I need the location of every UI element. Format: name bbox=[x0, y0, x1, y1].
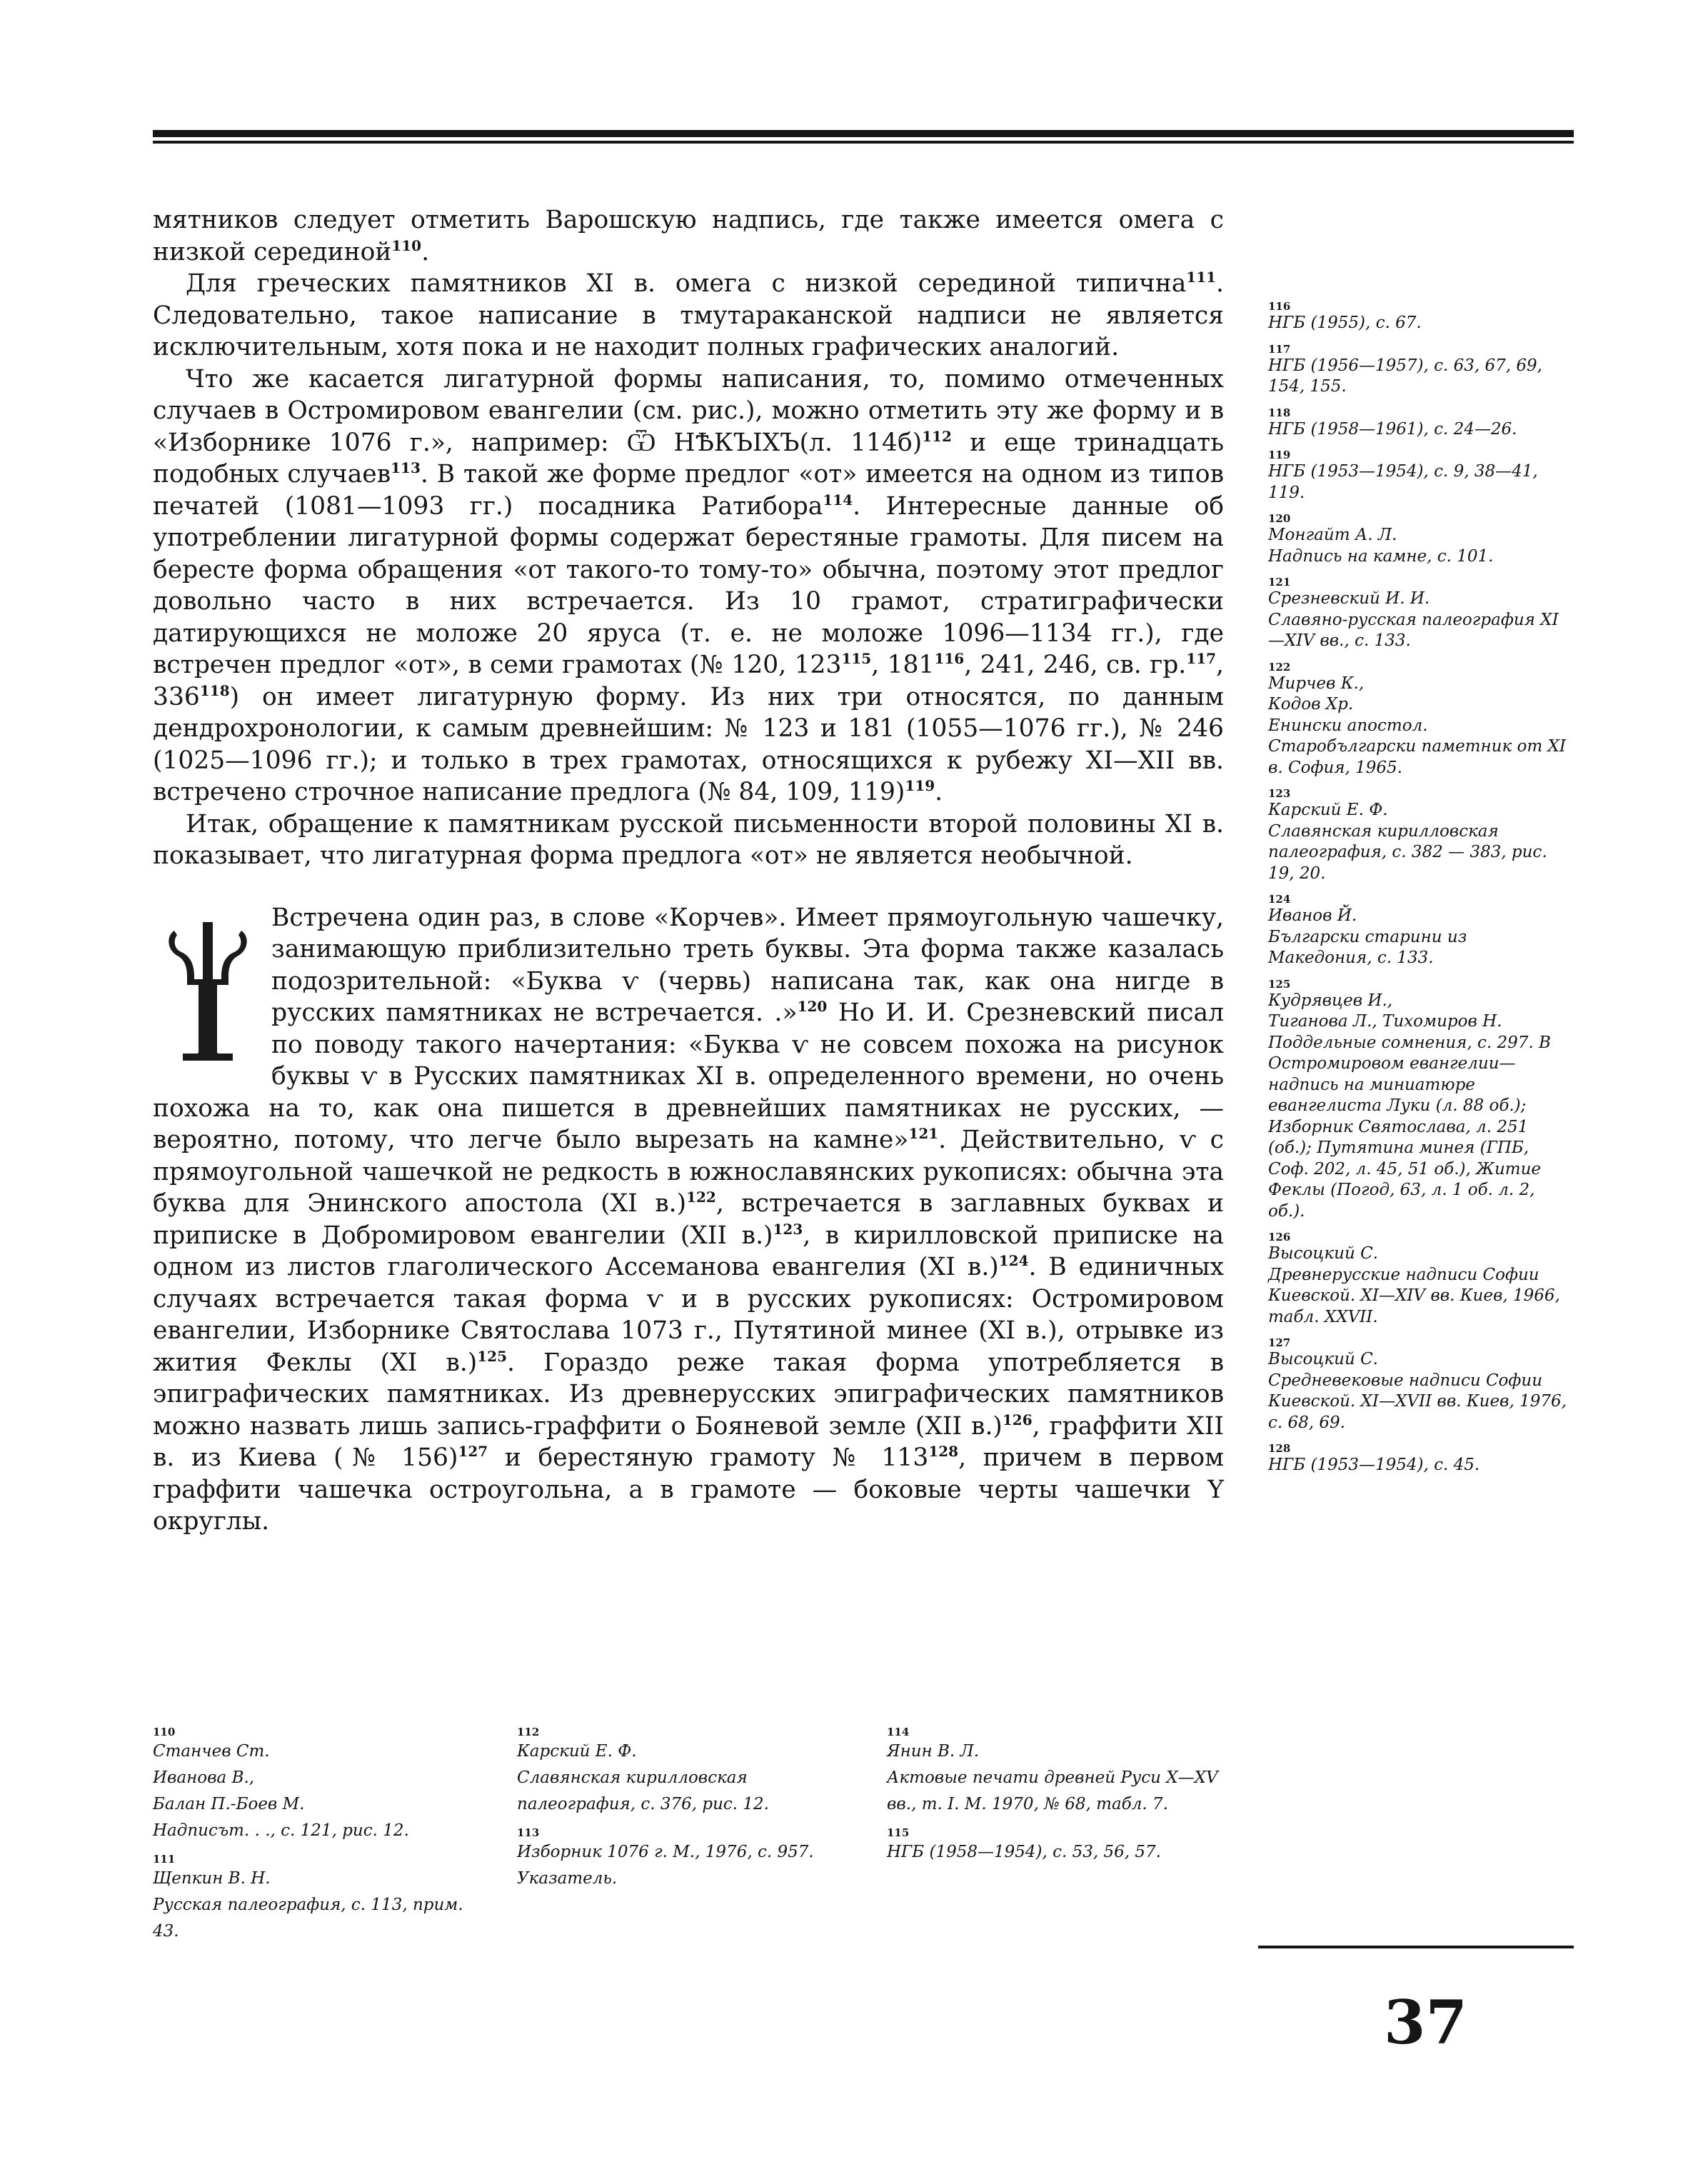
footnote: 118 НГБ (1958—1961), с. 24—26. bbox=[1268, 406, 1517, 439]
text-run: , в кирилловской приписке на одном из листов глаголического Ассеманова евангелия (XI в.) bbox=[153, 1221, 1224, 1281]
side-footnotes bbox=[1268, 300, 1574, 1485]
footnote: 127 Высоцкий С. Средневековые надписи Софии Киевской. XI—XVII вв. Киев, 1976, с. 68, 69. bbox=[1268, 1336, 1567, 1432]
footnote-ref: 120 bbox=[797, 998, 828, 1015]
text-run: Но И. И. Срезневский писал по поводу такого начертания: «Буква ѵ не совсем похожа на рисунок буквы ѵ в Русских памятниках XI в. определенного времени, но очень похожа на то, как она пишется в древнейших памятниках не русских, — вероятно, потому, что легче было вырезать на камне» bbox=[153, 999, 1224, 1154]
paragraph-5-lead bbox=[153, 902, 1224, 1538]
footnote-ref: 128 bbox=[928, 1443, 959, 1460]
footnote: 117 НГБ (1956—1957), с. 63, 67, 69, 154, 155. bbox=[1268, 342, 1542, 396]
footnote: 121 Срезневский И. И. Славяно-русская палеография XI—XIV вв., с. 133. bbox=[1268, 576, 1559, 650]
paragraph-2: Для греческих памятников XI в. омега с низкой серединой типична$^{111}$. Следовательно, такое написание в тмутараканской надписи не является исключительным, хотя пока и не находит полных графических аналогий. bbox=[153, 269, 1224, 361]
footnote-ref: 116 bbox=[934, 650, 965, 667]
footnote: 122 Мирчев К., Кодов Хр. Енински апостол. Старобългарски паметник от XI в. София, 1965. bbox=[1268, 660, 1566, 777]
text-run: Встречена один раз, в слове «Корчев». Имеет прямоугольную чашечку, занимающую приблизительно треть буквы. Эта форма также казалась подозрительной: «Буква ѵ (червь) написана так, как она нигде в русских памятниках не встречается. .» bbox=[271, 903, 1224, 1027]
text-run: и берестяную грамоту № 113 bbox=[488, 1443, 929, 1472]
footnote-ref: 121 bbox=[908, 1125, 939, 1142]
footnote-ref: 117 bbox=[1186, 650, 1217, 667]
header-rule-thin bbox=[153, 141, 1574, 144]
text-run: , встречается в заглавных буквах и приписке в Добромировом евангелии (XII в.) bbox=[153, 1189, 1224, 1250]
footnote: 124 Иванов Й. Български старини из Македония, с. 133. bbox=[1268, 893, 1467, 967]
footnote-ref: 123 bbox=[773, 1220, 803, 1238]
footnote: 112 Карский Е. Ф. Славянская кирилловская палеография, с. 376, рис. 12. bbox=[517, 1726, 769, 1813]
footnote: 116 НГБ (1955), с. 67. bbox=[1268, 300, 1422, 332]
initial-letter-block bbox=[153, 902, 1224, 1538]
paragraph-1: мятников следует отметить Варошскую надпись, где также имеется омега с низкой серединой$^{110}$. bbox=[153, 206, 1224, 266]
footnote: 125 Кудрявцев И., Тиганова Л., Тихомиров Н. Поддельные сомнения, с. 297. В Остромировом евангелии— надпись на миниатюре евангелиста Луки (л. 88 об.); Изборник Святослава, л. 251 (об.); Путятина минея (ГПБ, Соф. 202, л. 45, 51 об.), Житие Феклы (Погод, 63, л. 1 об. л. 2, об.). bbox=[1268, 977, 1551, 1221]
footnote-ref: 119 bbox=[905, 777, 935, 794]
footnote-ref: 111 bbox=[1186, 269, 1217, 286]
main-text bbox=[153, 204, 1224, 1538]
footnote-ref: 114 bbox=[823, 491, 853, 509]
footnote-ref: 124 bbox=[998, 1252, 1029, 1269]
text-run: . Действительно, ѵ с прямоугольной чашечкой не редкость в южнославянских рукописях: обычна эта буква для Энинского апостола (XI в.) bbox=[153, 1126, 1224, 1218]
footnote-ref: 122 bbox=[686, 1188, 716, 1206]
footnote-ref: 115 bbox=[841, 650, 872, 667]
text-run: , граффити XII в. из Киева (№ 156) bbox=[153, 1411, 1224, 1472]
footnote: 119 НГБ (1953—1954), с. 9, 38—41, 119. bbox=[1268, 449, 1538, 502]
footnote-ref: 126 bbox=[1002, 1411, 1033, 1428]
bottom-footnotes-col-1 bbox=[153, 1726, 467, 1953]
footnote: 126 Высоцкий С. Древнерусские надписи Софии Киевской. XI—XIV вв. Киев, 1966, табл. XXVII. bbox=[1268, 1231, 1560, 1326]
izhitsa-initial-icon bbox=[161, 916, 254, 1070]
footnote-ref: 110 bbox=[391, 236, 422, 254]
text-run: . В единичных случаях встречается такая форма ѵ и в русских рукописях: Остромировом евангелии, Изборнике Святослава 1073 г., Путятиной минее (XI в.), отрывке из жития Феклы (XI в.) bbox=[153, 1253, 1224, 1377]
footnote: 120 Монгайт А. Л. Надпись на камне, с. 101. bbox=[1268, 512, 1494, 566]
footnote: 123 Карский Е. Ф. Славянская кирилловская палеография, с. 382 — 383, рис. 19, 20. bbox=[1268, 787, 1547, 883]
footer-rule bbox=[1258, 1946, 1574, 1948]
text-run: . Гораздо реже такая форма употребляется в эпиграфических памятниках. Из древнерусских эпиграфических памятников можно назвать лишь запись-граффити о Бояневой земле (XII в.) bbox=[153, 1348, 1225, 1441]
footnote: 110 Станчев Ст. Иванова В., Балан П.-Боев М. Надписът. . ., с. 121, рис. 12. bbox=[153, 1726, 409, 1840]
bottom-footnotes-col-2 bbox=[517, 1726, 838, 1901]
footnote: 128 НГБ (1953—1954), с. 45. bbox=[1268, 1442, 1480, 1474]
footnote-ref: 112 bbox=[922, 427, 952, 445]
footnote-ref: 118 bbox=[199, 681, 230, 699]
paragraph-4: Итак, обращение к памятникам русской письменности второй половины XI в. показывает, что лигатурная форма предлога «от» не является необычной. bbox=[153, 809, 1224, 870]
footnote: 115 НГБ (1958—1954), с. 53, 56, 57. bbox=[887, 1826, 1161, 1861]
footnote: 111 Щепкин В. Н. Русская палеография, с. 113, прим. 43. bbox=[153, 1853, 463, 1941]
header-rule-thick bbox=[153, 130, 1574, 137]
footnote: 114 Янин В. Л. Актовые печати древней Руси X—XV вв., т. I. М. 1970, № 68, табл. 7. bbox=[887, 1726, 1218, 1813]
text-run: , причем в первом граффити чашечка остроугольна, а в грамоте — боковые черты чашечки Y округлы. bbox=[153, 1443, 1224, 1536]
footnote-ref: 113 bbox=[391, 459, 421, 476]
paragraph-5 bbox=[153, 902, 1224, 1538]
footnote-ref: 125 bbox=[477, 1347, 507, 1365]
paragraph-3: Что же касается лигатурной формы написания, то, помимо отмеченных случаев в Остромировом евангелии (см. рис.), можно отметить эту же форму и в «Изборнике 1076 г.», например: Ѿ НѢКЪІХЪ(л. 114б)$^{112}$ и еще тринадцать подобных случаев$^{113}$. В такой же форме предлог «от» имеется на одном из типов печатей (1081—1093 гг.) посадника Ратибора$^{114}$. Интересные данные об употреблении лигатурной формы содержат берестяные грамоты. Для писем на бересте форма обращения «от такого-то тому-то» обычна, поэтому этот предлог довольно часто в них встречается. Из 10 грамот, стратиграфически датирующихся не моложе 20 яруса (т. е. не моложе 1096—1134 гг.), где встречен предлог «от», в семи грамотах (№ 120, $123^{115}$, $181^{116}$, 241, 246, св. гр.$^{117}$, $336^{118}$) он имеет лигатурную форму. Из них три относятся, по данным дендрохронологии, к самым древнейшим: № 123 и 181 (1055—1076 гг.), № 246 (1025—1096 гг.); и только в трех грамотах, относящихся к рубежу XI—XII вв. встречено строчное написание предлога (№ 84, 109, 119)$^{119}$. bbox=[153, 364, 1224, 806]
bottom-footnotes-col-3 bbox=[887, 1726, 1222, 1874]
footnote-ref: 127 bbox=[458, 1443, 488, 1460]
page-number: 37 bbox=[1384, 1987, 1467, 2058]
footnote: 113 Изборник 1076 г. М., 1976, с. 957. Указатель. bbox=[517, 1826, 814, 1888]
